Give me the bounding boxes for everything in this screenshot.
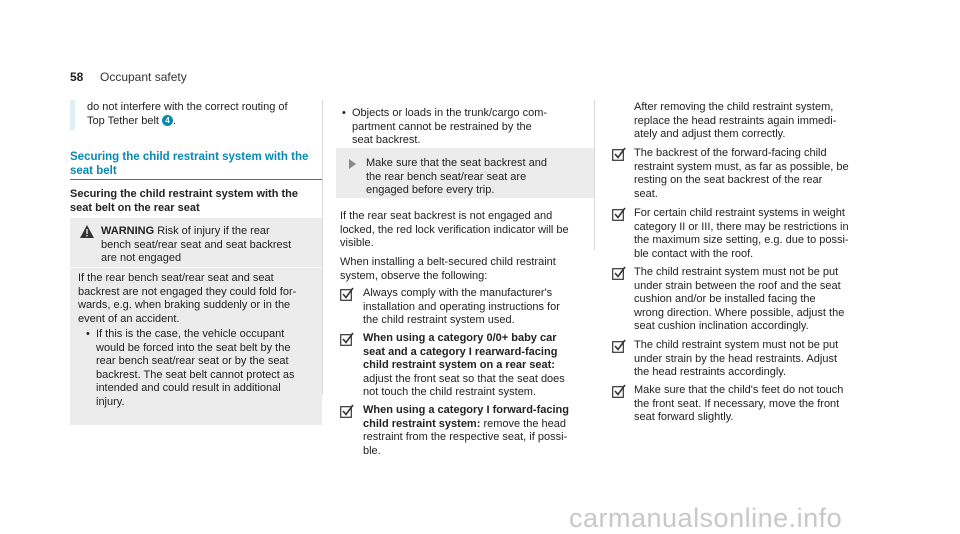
check-item: The child restraint system must not be put under strain by the head restraints. Adjust the head restraints accordingly. [634,339,839,379]
paragraph: After removing the child restraint system, replace the head restraints again immedi- ately and adjust them correctly. [634,101,837,141]
warning-body: If the rear bench seat/rear seat and seat backrest are not engaged they could fold for- wards, e.g. when braking suddenly or in the event of an accident. [78,272,297,325]
bullet-dot: • [342,107,346,119]
column-divider [322,100,323,395]
warning-bullet-cont: Objects or loads in the trunk/cargo com- partment cannot be restrained by the seat backrest. [352,107,548,147]
check-item: When using a category I forward-facing child restraint system: remove the head restraint from the respective seat, if possi- ble. [363,404,569,457]
warning-label: WARNING [101,225,155,237]
checkbox-icon [612,207,626,221]
checkbox-icon [612,384,626,398]
heading-rule [70,179,322,180]
paragraph: When installing a belt-secured child restraint system, observe the following: [340,256,556,282]
check-item: The child restraint system must not be put under strain between the roof and the seat cushion and/or be installed facing the wrong direction. Where possible, adjust the seat cushion inclination accordingly. [634,266,845,333]
warning-separator [70,267,322,268]
check-item: The backrest of the forward-facing child restraint system must, as far as possible, be resting on the seat backrest of the rear seat. [634,147,849,200]
continuation-bar [70,100,75,130]
page-number: 58 [70,70,84,84]
instruction-text: Make sure that the seat backrest and the rear bench seat/rear seat are engaged before every trip. [366,157,547,197]
check-item: For certain child restraint systems in weight category II or III, there may be restrictions in the maximum size setting, e.g. due to possi- ble contact with the roof. [634,207,849,260]
bullet-dot: • [86,328,90,340]
section-heading: Securing the child restraint system with the seat belt [70,151,309,177]
subsection-heading: Securing the child restraint system with the seat belt on the rear seat [70,188,298,214]
callout-badge: 4 [162,115,173,126]
check-item: Always comply with the manufacturer's installation and operating instructions for the child restraint system used. [363,287,560,327]
checkbox-icon [612,147,626,161]
checkbox-icon [340,332,354,346]
instruction-arrow-icon [349,159,356,169]
intro-text: do not interfere with the correct routing of Top Tether belt 4 . [87,101,288,127]
column-divider [594,100,595,250]
check-item: Make sure that the child's feet do not touch the front seat. If necessary, move the front seat forward slightly. [634,384,844,424]
warning-icon [80,225,94,238]
watermark: carmanualsonline.info [569,503,843,533]
checkbox-icon [340,287,354,301]
checkbox-icon [340,404,354,418]
paragraph: If the rear seat backrest is not engaged and locked, the red lock verification indicator will be visible. [340,210,569,250]
section-title: Occupant safety [100,70,187,84]
warning-bullet: If this is the case, the vehicle occupant would be forced into the seat belt by the rear bench seat/rear seat or by the seat backrest. The seat belt cannot protect as intended and could result in additional injury. [96,328,295,408]
checkbox-icon [612,339,626,353]
checkbox-icon [612,266,626,280]
warning-title: WARNING Risk of injury if the rear bench seat/rear seat and seat backrest are not engaged [101,225,292,265]
check-item: When using a category 0/0+ baby car seat and a category I rearward-facing child restraint system on a rear seat: adjust the front seat so that the seat does not touch the child restraint system. [363,332,565,399]
